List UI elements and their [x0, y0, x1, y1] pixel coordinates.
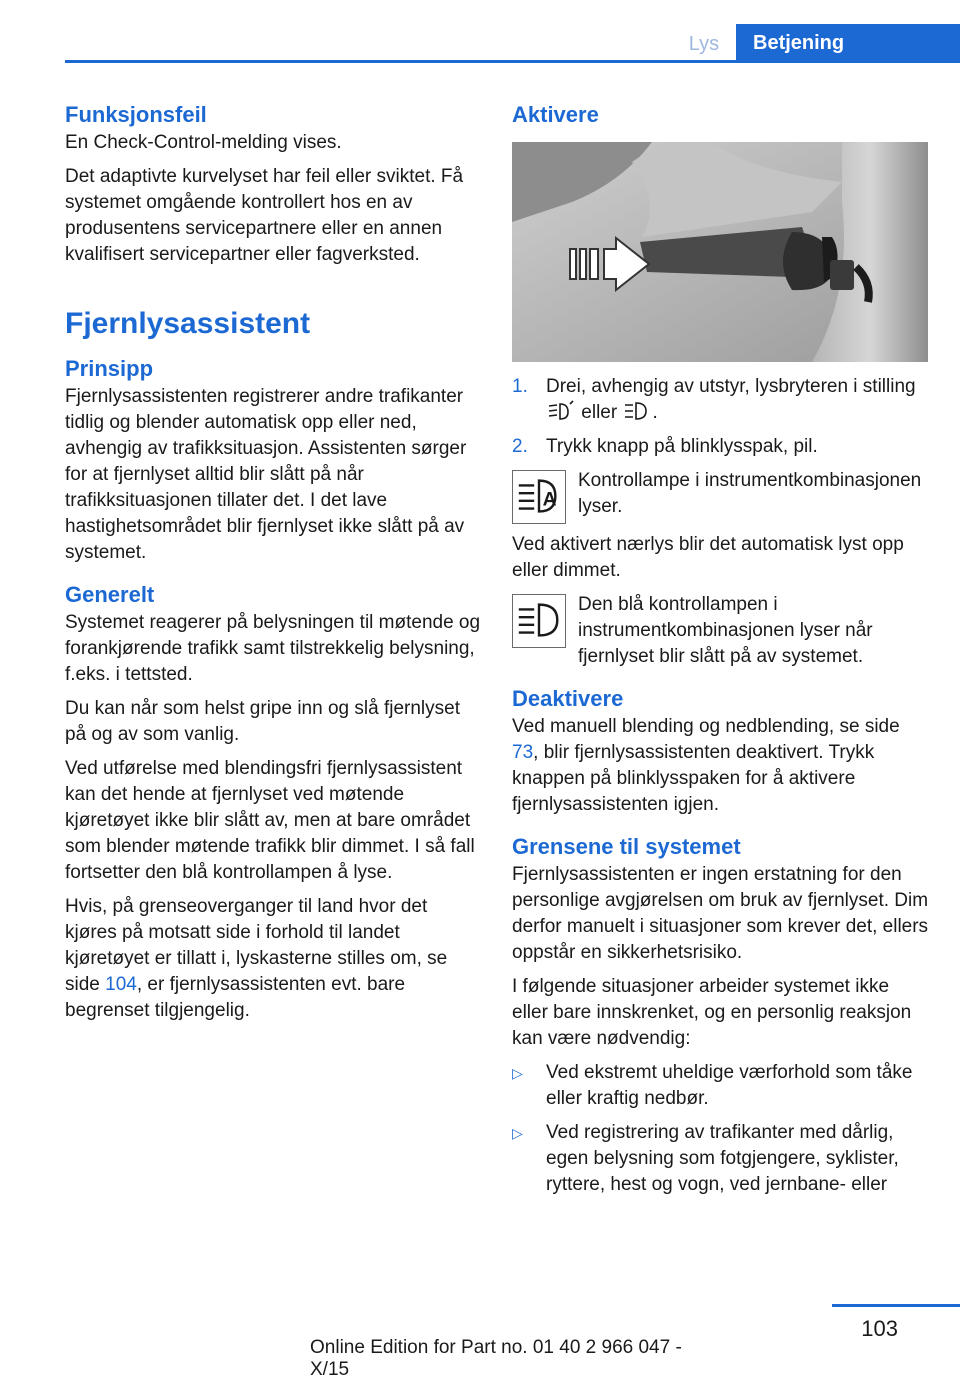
deaktivere-heading: Deaktivere — [512, 686, 624, 711]
list-item — [512, 1060, 930, 1112]
bullet-triangle-icon: ▷ — [512, 1065, 523, 1081]
step-2 — [512, 434, 930, 460]
aktivere-p1: Ved aktivert nærlys blir det automatisk lyst opp eller dimmet. — [512, 534, 904, 581]
high-beam-icon — [512, 594, 566, 648]
indicator-text: Den blå kontrollampen i instrumentkombinasjonen lyser når fjernlyset blir slått på av systemet. — [578, 594, 873, 667]
header-rule — [65, 60, 960, 63]
high-beam-icon — [622, 400, 652, 422]
high-beam-assistant-icon — [512, 470, 566, 524]
prinsipp-p1: Fjernlysassistenten registrerer andre trafikanter tidlig og blender automatisk opp eller ned, avhengig av trafikksituasjon. Assistenten sørger for at fjernlyset alltid blir slått på når trafikksituasjonen tillater det. I det lave hastighetsområdet blir fjernlyset ikke slått på av systemet. — [65, 386, 467, 563]
deaktivere-p1 — [512, 714, 930, 818]
funksjonsfeil-p1: En Check-Control-melding vises. — [65, 132, 342, 153]
page-number: 103 — [861, 1316, 898, 1341]
limitation-list — [512, 1060, 930, 1198]
generelt-p2: Du kan når som helst gripe inn og slå fjernlyset på og av som vanlig. — [65, 698, 460, 745]
generelt-p4-text: Hvis, på grenseoverganger til land hvor det kjøres på motsatt side i forhold til landet kjøretøyet er tillatt i, lyskasterne stilles om, se side — [65, 896, 448, 995]
step-1-end: . — [652, 402, 658, 423]
funksjonsfeil-heading: Funksjonsfeil — [65, 102, 207, 127]
list-item — [512, 1120, 930, 1198]
step-number: 1. — [512, 376, 528, 397]
deaktivere-p1-text: Ved manuell blending og nedblending, se side — [512, 716, 900, 737]
generelt-p4-text-end: , er fjernlysassistenten evt. bare begrenset tilgjengelig. — [65, 974, 406, 1021]
right-column — [512, 100, 930, 1206]
indicator-row — [512, 468, 930, 524]
generelt-p4 — [65, 894, 481, 1024]
step-1-text: Drei, avhengig av utstyr, lysbryteren i stilling — [546, 376, 916, 397]
step-text: Trykk knapp på blinklysspak, pil. — [546, 436, 818, 457]
deaktivere-p1-text-end: , blir fjernlysassistenten deaktivert. Trykk knappen på blinklysspaken for å aktivere fjernlysassistenten igjen. — [512, 742, 875, 815]
grensene-heading: Grensene til systemet — [512, 834, 741, 859]
deaktivere-section — [512, 684, 930, 818]
indicator-row — [512, 592, 930, 670]
footer-rule — [832, 1304, 960, 1307]
step-text — [546, 374, 930, 426]
header-tab-betjening: Betjening — [736, 24, 960, 62]
indicator-text: Kontrollampe i instrumentkombinasjonen lyser. — [578, 470, 922, 517]
left-column — [65, 100, 481, 1032]
prinsipp-heading: Prinsipp — [65, 356, 154, 381]
svg-text:A: A — [542, 489, 557, 511]
generelt-p1: Systemet reagerer på belysningen til møtende og forankjørende trafikk samt tilstrekkelig belysning, f.eks. i tettsted. — [65, 612, 481, 685]
grensene-p1: Fjernlysassistenten er ingen erstatning for den personlige avgjørelsen om bruk av fjernlyset. Dim derfor manuelt i situasjoner som krever det, ellers oppstår en sikkerhetsrisiko. — [512, 864, 929, 963]
activation-steps — [512, 374, 930, 460]
step-1 — [512, 374, 930, 426]
turn-signal-stalk-photo — [512, 142, 928, 362]
aktivere-heading: Aktivere — [512, 102, 599, 127]
grensene-p2: I følgende situasjoner arbeider systemet ikke eller bare innskrenket, og en personlig reaksjon kan være nødvendig: — [512, 976, 912, 1049]
auto-headlight-icon — [546, 400, 576, 422]
step-1-or: eller — [576, 402, 623, 423]
footer-edition: Online Edition for Part no. 01 40 2 966 047 - X/15 — [310, 1337, 682, 1380]
bullet-triangle-icon: ▷ — [512, 1125, 523, 1141]
list-item-text: Ved registrering av trafikanter med dårlig, egen belysning som fotgjengere, syklister, ryttere, hest og vogn, ved jernbane- eller — [546, 1122, 899, 1195]
page-link-73[interactable]: 73 — [512, 742, 534, 763]
generelt-p3: Ved utførelse med blendingsfri fjernlysassistent kan det hende at fjernlyset ved møtende kjøretøyet ikke blir slått av, men at bare området som blender møtende trafikk blir dimmet. I så fall fortsetter den blå kontrollampen å lyse. — [65, 758, 475, 883]
step-number: 2. — [512, 436, 528, 457]
generelt-heading: Generelt — [65, 582, 155, 607]
list-item-text: Ved ekstremt uheldige værforhold som tåke eller kraftig nedbør. — [546, 1062, 913, 1109]
grensene-section — [512, 832, 930, 1198]
page-title: Fjernlysassistent — [65, 307, 311, 340]
funksjonsfeil-p2: Det adaptivte kurvelyset har feil eller sviktet. Få systemet omgående kontrollert hos en av produsentens servicepartnere eller en annen kvalifisert servicepartner eller fagverksted. — [65, 166, 464, 265]
header-tab-lys: Lys — [688, 33, 720, 55]
page-link-104[interactable]: 104 — [105, 974, 137, 995]
generelt-section — [65, 580, 481, 1024]
